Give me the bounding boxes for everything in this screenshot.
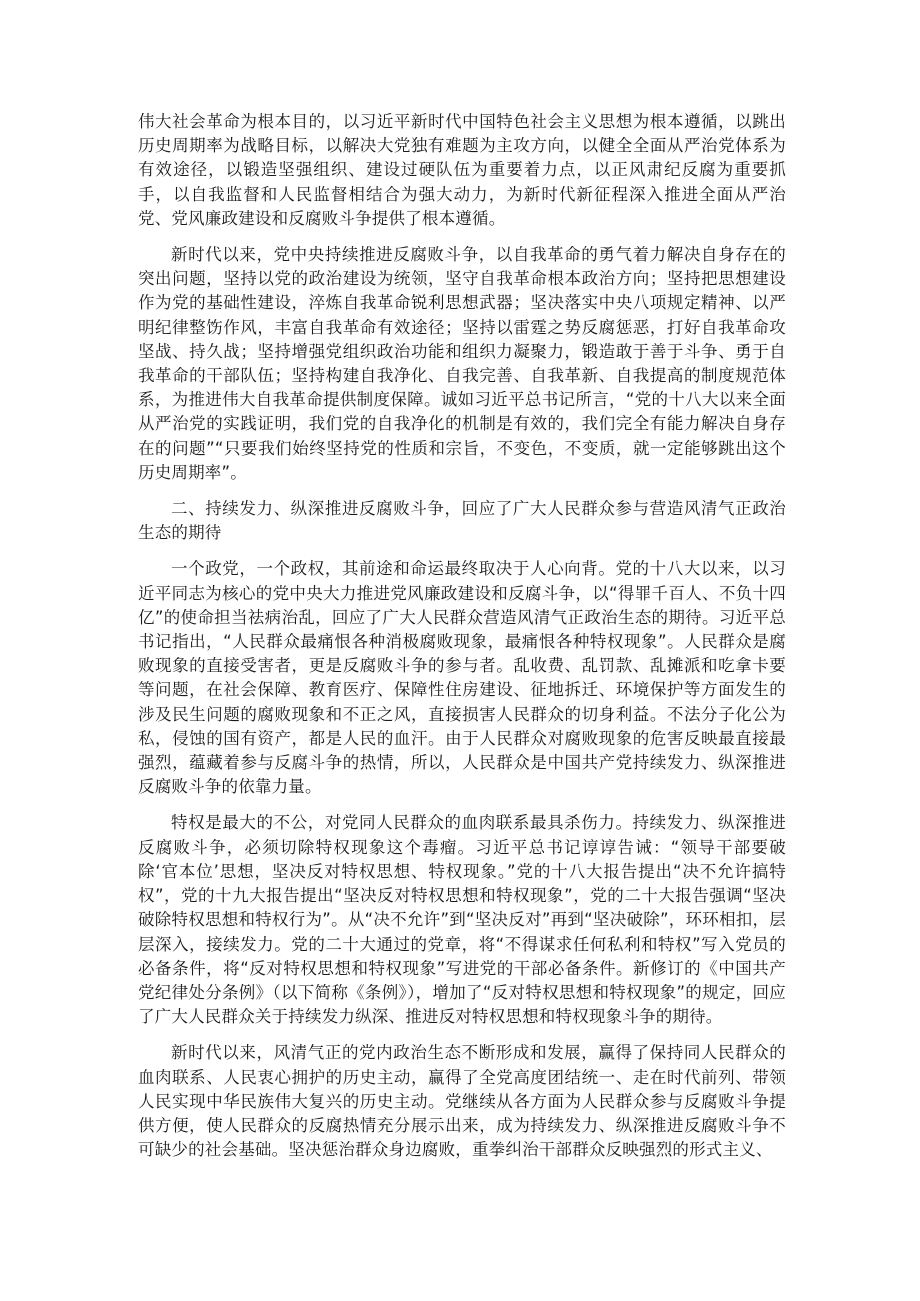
section-heading: 二、持续发力、纵深推进反腐败斗争，回应了广大人民群众参与营造风清气正政治生态的期待 xyxy=(138,499,786,543)
paragraph-continued: 伟大社会革命为根本目的，以习近平新时代中国特色社会主义思想为根本遵循，以跳出历史周期率为战略目标，以解决大党独有难题为主攻方向，以健全全面从严治党体系为有效途径，以锻造坚强组织、建设过硬队伍为重要着力点，以正风肃纪反腐为重要抓手，以自我监督和人民监督相结合为强大动力，为新时代新征程深入推进全面从严治党、党风廉政建设和反腐败斗争提供了根本遵循。 xyxy=(138,112,786,228)
paragraph: 新时代以来，风清气正的党内政治生态不断形成和发展，赢得了保持同人民群众的血肉联系、人民衷心拥护的历史主动，赢得了全党高度团结统一、走在时代前列、带领人民实现中华民族伟大复兴的历史主动。党继续从各方面为人民群众参与反腐败斗争提供方便，使人民群众的反腐热情充分展示出来，成为持续发力、纵深推进反腐败斗争不可缺少的社会基础。坚决惩治群众身边腐败，重拳纠治干部群众反映强烈的形式主义、 xyxy=(138,1043,786,1160)
paragraph: 新时代以来，党中央持续推进反腐败斗争，以自我革命的勇气着力解决自身存在的突出问题，坚持以党的政治建设为统领，坚守自我革命根本政治方向；坚持把思想建设作为党的基础性建设，淬炼自我革命锐利思想武器；坚决落实中央八项规定精神、以严明纪律整饬作风，丰富自我革命有效途径；坚持以雷霆之势反腐惩恶，打好自我革命攻坚战、持久战；坚持增强党组织政治功能和组织力凝聚力，锻造敢于善于斗争、勇于自我革命的干部队伍；坚持构建自我净化、自我完善、自我革新、自我提高的制度规范体系，为推进伟大自我革命提供制度保障。诚如习近平总书记所言，“党的十八大以来全面从严治党的实践证明，我们党的自我净化的机制是有效的，我们完全有能力解决自身存在的问题”“只要我们始终坚持党的性质和宗旨，不变色，不变质，就一定能够跳出这个历史周期率”。 xyxy=(138,245,786,482)
paragraph: 一个政党，一个政权，其前途和命运最终取决于人心向背。党的十八大以来，以习近平同志为核心的党中央大力推进党风廉政建设和反腐斗争，以“得罪千百人、不负十四亿”的使命担当祛病治乱，回应了广大人民群众营造风清气正政治生态的期待。习近平总书记指出，“人民群众最痛恨各种消极腐败现象，最痛恨各种特权现象”。人民群众是腐败现象的直接受害者，更是反腐败斗争的参与者。乱收费、乱罚款、乱摊派和吃拿卡要等问题，在社会保障、教育医疗、保障性住房建设、征地拆迁、环境保护等方面发生的涉及民生问题的腐败现象和不正之风，直接损害人民群众的切身利益。不法分子化公为私，侵蚀的国有资产，都是人民的血汗。由于人民群众对腐败现象的危害反映最直接最强烈，蕴藏着参与反腐斗争的热情，所以，人民群众是中国共产党持续发力、纵深推进反腐败斗争的依靠力量。 xyxy=(138,559,786,797)
paragraph: 特权是最大的不公，对党同人民群众的血肉联系最具杀伤力。持续发力、纵深推进反腐败斗争，必须切除特权现象这个毒瘤。习近平总书记谆谆告诫：“领导干部要破除‘官本位’思想，坚决反对特权思想、特权现象。”党的十八大报告提出“决不允许搞特权”，党的十九大报告提出“坚决反对特权思想和特权现象”，党的二十大报告强调“坚决破除特权思想和特权行为”。从“决不允许”到“坚决反对”再到“坚决破除”，环环相扣，层层深入，接续发力。党的二十大通过的党章，将“不得谋求任何私利和特权”写入党员的必备条件，将“反对特权思想和特权现象”写进党的干部必备条件。新修订的《中国共产党纪律处分条例》（以下简称《条例》），增加了“反对特权思想和特权现象”的规定，回应了广大人民群众关于持续发力纵深、推进反对特权思想和特权现象斗争的期待。 xyxy=(138,813,786,1027)
document-body xyxy=(138,110,786,1174)
